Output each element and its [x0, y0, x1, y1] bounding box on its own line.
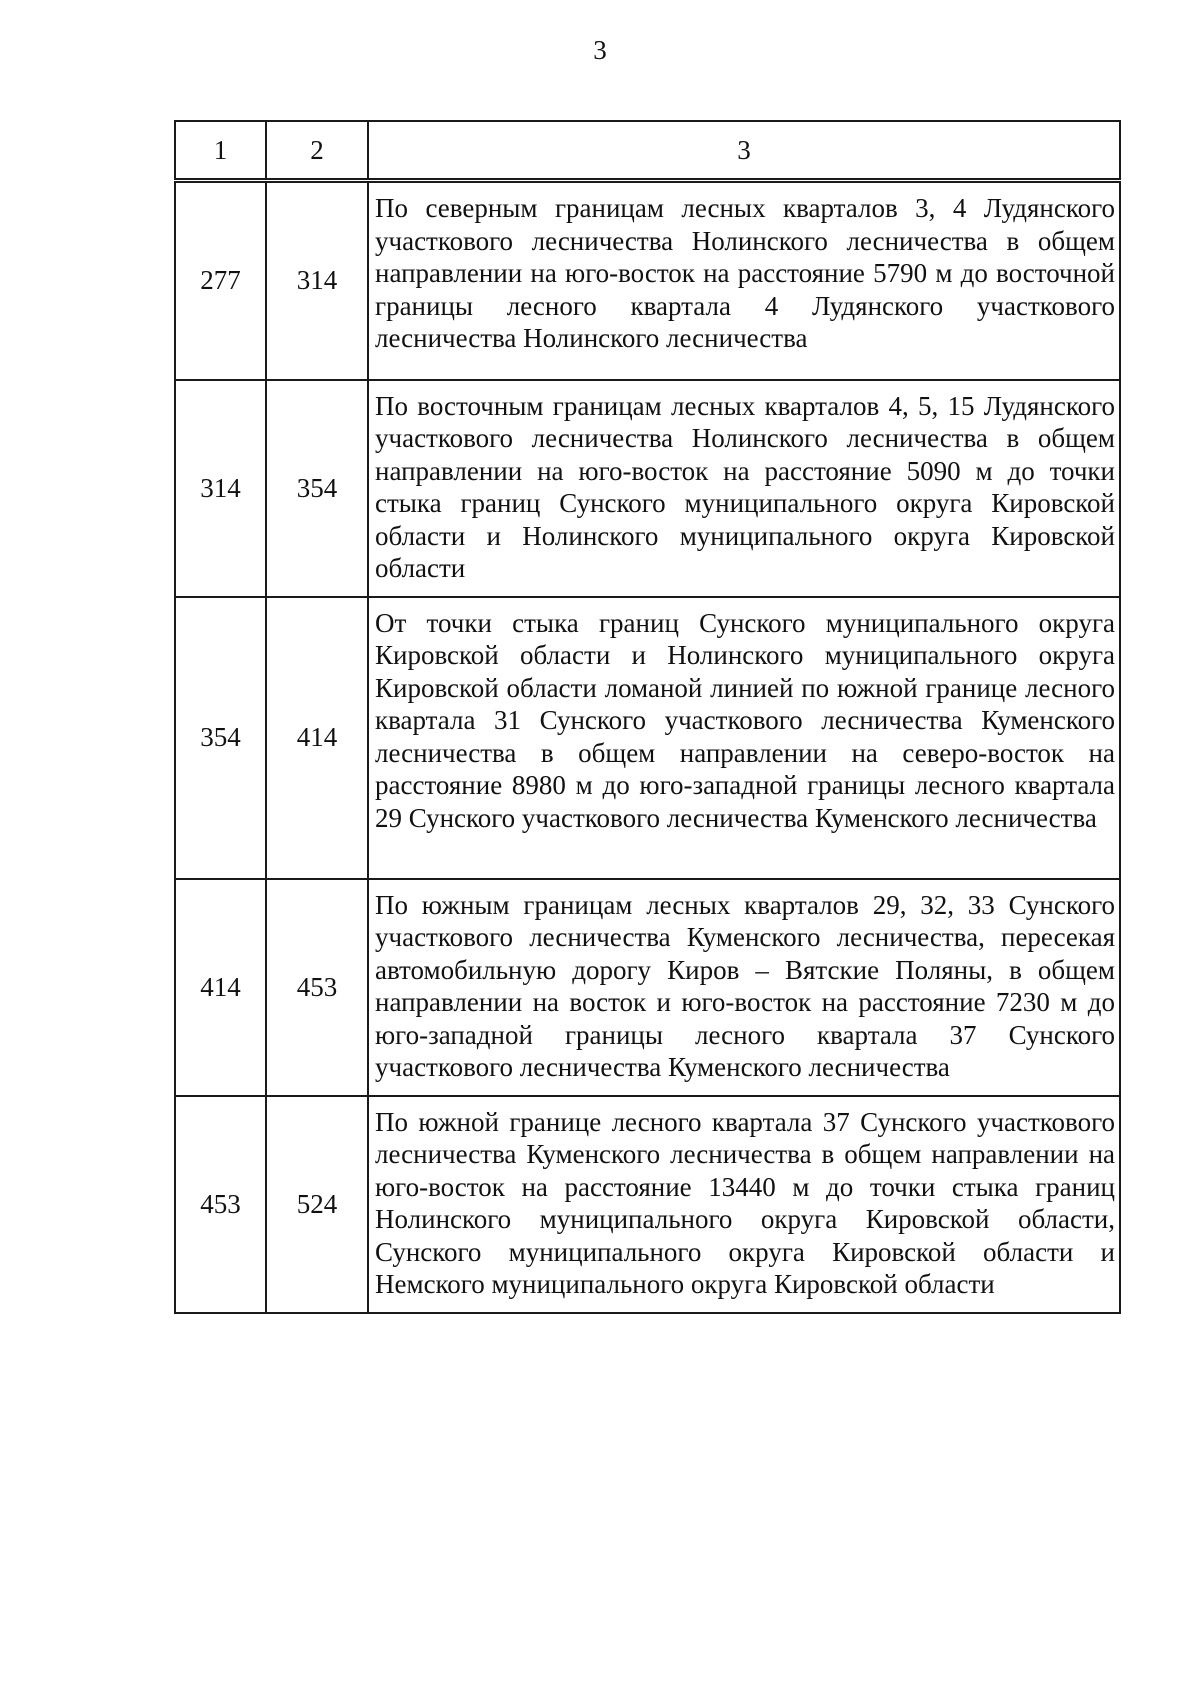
- page-number: 3: [593, 35, 607, 65]
- boundary-description-cell: По восточным границам лесных кварталов 4, 5, 15 Лудянского участкового лесничества Нолинского лесничества в общем направлении на юго-восток на расстояние 5090 м до точки стыка границ Сунского муниципального округа Кировской области и Нолинского муниципального округа Кировской области: [368, 380, 1120, 597]
- table-row: [175, 597, 1120, 879]
- boundary-description-cell: По южной границе лесного квартала 37 Сунского участкового лесничества Куменского лесничества в общем направлении на юго-восток на расстояние 13440 м до точки стыка границ Нолинского муниципального округа Кировской области, Сунского муниципального округа Кировской области и Немского муниципального округа Кировской области: [368, 1096, 1120, 1313]
- point-to-cell: 314: [266, 181, 368, 380]
- point-to-cell: 414: [266, 597, 368, 879]
- column-header-3: 3: [368, 121, 1120, 181]
- boundary-description-cell: По южным границам лесных кварталов 29, 32, 33 Сунского участкового лесничества Куменского лесничества, пересекая автомобильную дорогу Киров – Вятские Поляны, в общем направлении на восток и юго-восток на расстояние 7230 м до юго-западной границы лесного квартала 37 Сунского участкового лесничества Куменского лесничества: [368, 879, 1120, 1096]
- point-to-cell: 453: [266, 879, 368, 1096]
- point-from-cell: 414: [175, 879, 266, 1096]
- point-to-cell: 354: [266, 380, 368, 597]
- table-row: [175, 1096, 1120, 1313]
- point-from-cell: 453: [175, 1096, 266, 1313]
- table-row: [175, 181, 1120, 380]
- column-header-2: 2: [266, 121, 368, 181]
- table-row: [175, 380, 1120, 597]
- point-to-cell: 524: [266, 1096, 368, 1313]
- boundary-description-cell: От точки стыка границ Сунского муниципального округа Кировской области и Нолинского муниципального округа Кировской области ломаной линией по южной границе лесного квартала 31 Сунского участкового лесничества Куменского лесничества в общем направлении на северо-восток на расстояние 8980 м до юго-западной границы лесного квартала 29 Сунского участкового лесничества Куменского лесничества: [368, 597, 1120, 879]
- column-header-1: 1: [175, 121, 266, 181]
- point-from-cell: 277: [175, 181, 266, 380]
- table-row: [175, 879, 1120, 1096]
- boundary-description-cell: По северным границам лесных кварталов 3, 4 Лудянского участкового лесничества Нолинского лесничества в общем направлении на юго-восток на расстояние 5790 м до восточной границы лесного квартала 4 Лудянского участкового лесничества Нолинского лесничества: [368, 181, 1120, 380]
- boundary-table: [174, 120, 1121, 1314]
- table-header-row: [175, 121, 1120, 181]
- point-from-cell: 354: [175, 597, 266, 879]
- point-from-cell: 314: [175, 380, 266, 597]
